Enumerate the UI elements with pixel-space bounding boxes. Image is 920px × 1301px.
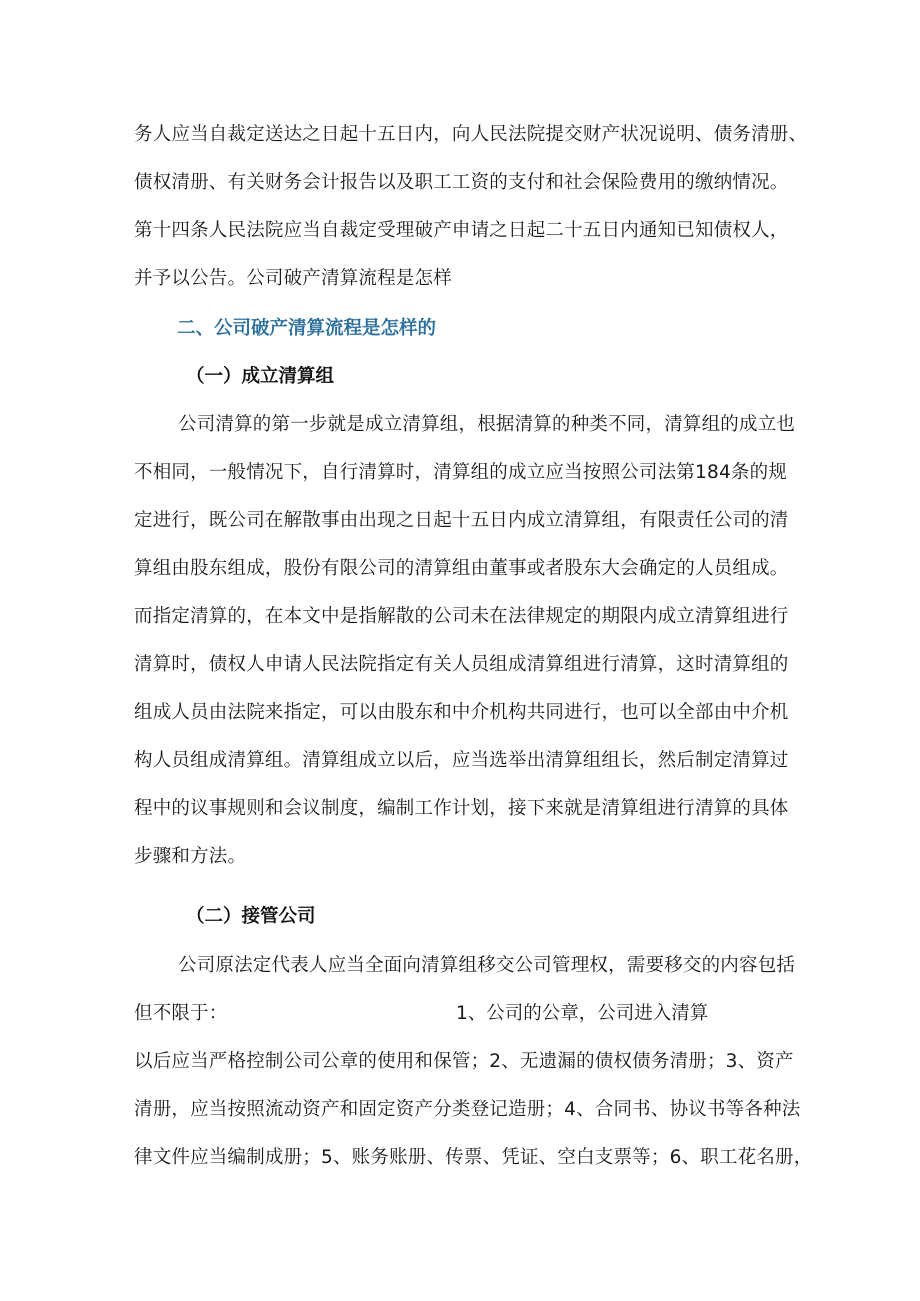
body-text-line: 务人应当自裁定送达之日起十五日内，向人民法院提交财产状况说明、债务清册、 [134, 124, 808, 145]
body-text-line: 构人员组成清算组。清算组成立以后，应当选举出清算组组长，然后制定清算过 [134, 750, 789, 771]
body-text-line: 并予以公告。公司破产清算流程是怎样 [134, 268, 452, 289]
subsection-heading-take-over: （二）接管公司 [186, 906, 316, 927]
body-text-line: 组成人员由法院来指定，可以由股东和中介机构共同进行，也可以全部由中介机 [134, 702, 789, 723]
body-text-line: 债权清册、有关财务会计报告以及职工工资的支付和社会保险费用的缴纳情况。 [134, 172, 789, 193]
subsection-heading-establish-team: （一）成立清算组 [186, 366, 335, 387]
body-text-line: 1、公司的公章，公司进入清算 [456, 1003, 709, 1024]
body-text-line: 第十四条人民法院应当自裁定受理破产申请之日起二十五日内通知已知债权人， [134, 220, 789, 241]
body-text-line: 步骤和方法。 [134, 846, 247, 867]
body-text-line: 而指定清算的，在本文中是指解散的公司未在法律规定的期限内成立清算组进行 [134, 606, 789, 627]
body-text-line: 公司清算的第一步就是成立清算组，根据清算的种类不同，清算组的成立也 [178, 414, 796, 435]
body-text-line: 律文件应当编制成册；5、账务账册、传票、凭证、空白支票等；6、职工花名册， [134, 1147, 813, 1168]
body-text-line: 算组由股东组成，股份有限公司的清算组由董事或者股东大会确定的人员组成。 [134, 558, 789, 579]
body-text-line: 清算时，债权人申请人民法院指定有关人员组成清算组进行清算，这时清算组的 [134, 654, 789, 675]
body-text-line: 公司原法定代表人应当全面向清算组移交公司管理权，需要移交的内容包括 [178, 955, 796, 976]
body-text-line: 定进行，既公司在解散事由出现之日起十五日内成立清算组，有限责任公司的清 [134, 510, 789, 531]
section-heading: 二、公司破产清算流程是怎样的 [177, 318, 437, 339]
body-text-line: 以后应当严格控制公司公章的使用和保管；2、无遗漏的债权债务清册；3、资产 [134, 1051, 794, 1072]
body-text-line: 清册，应当按照流动资产和固定资产分类登记造册；4、合同书、协议书等各种法 [134, 1099, 801, 1120]
body-text-line: 不相同，一般情况下，自行清算时，清算组的成立应当按照公司法第184条的规 [134, 462, 788, 483]
body-text-line: 程中的议事规则和会议制度，编制工作计划，接下来就是清算组进行清算的具体 [134, 798, 789, 819]
body-text-line: 但不限于： [134, 1003, 228, 1024]
